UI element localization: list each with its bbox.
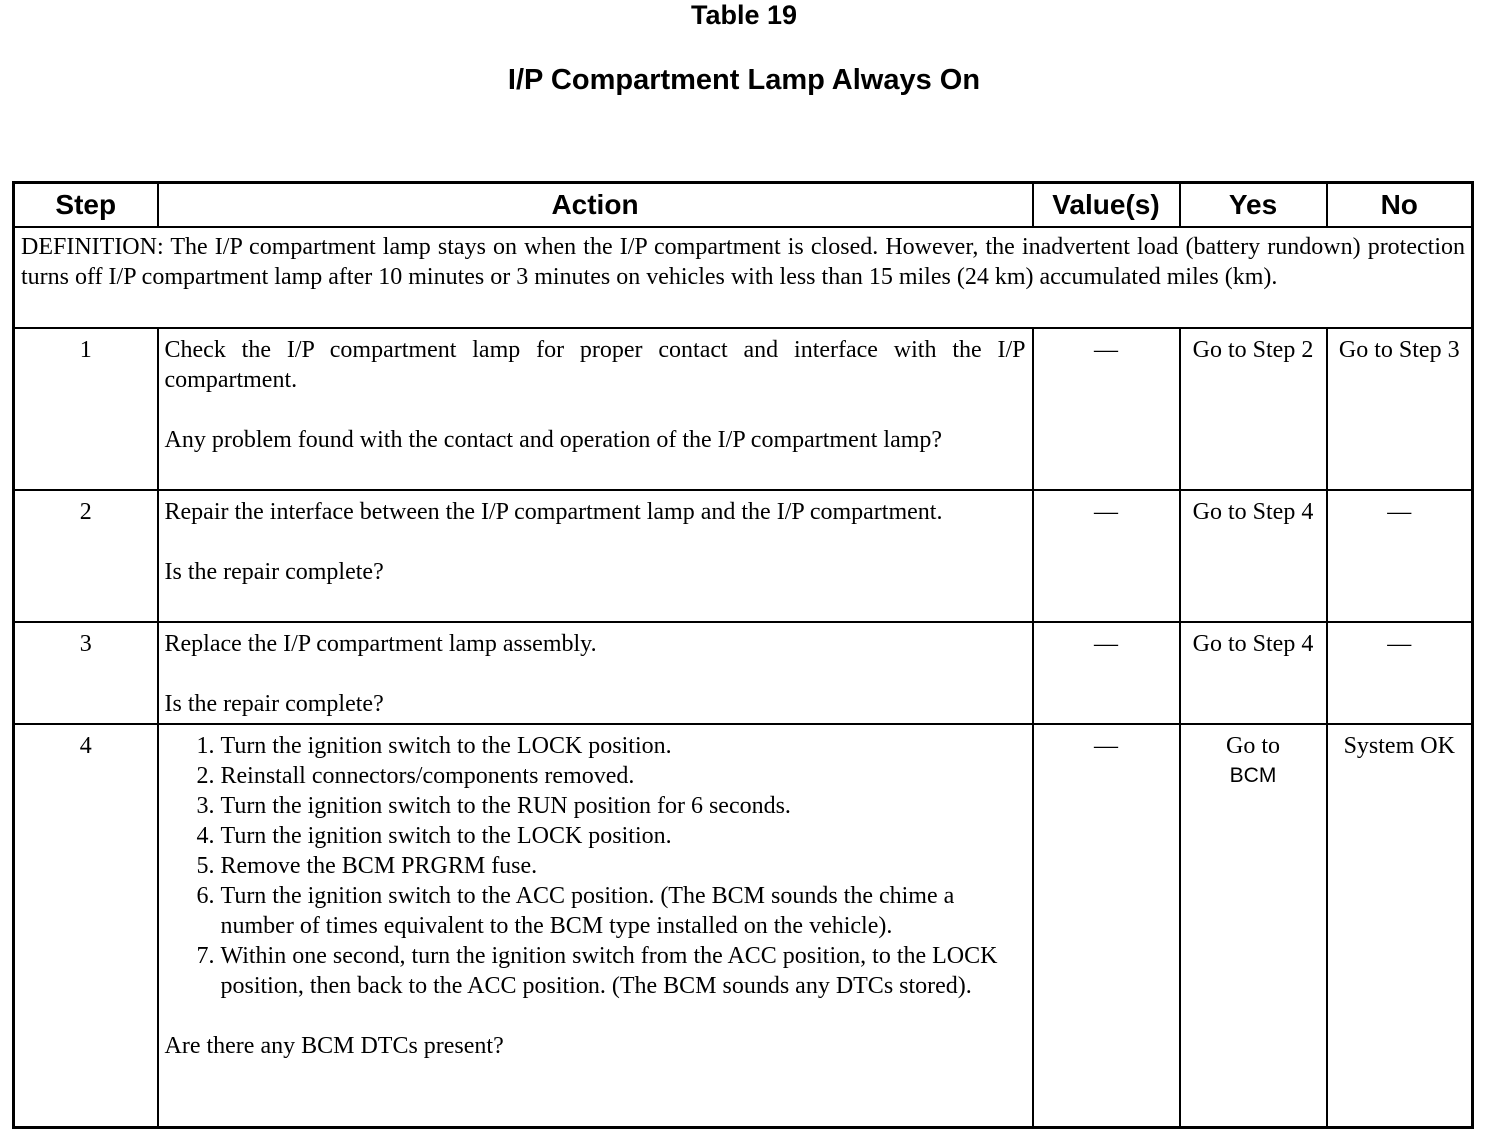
action-cell bbox=[158, 328, 1033, 490]
table-title: I/P Compartment Lamp Always On bbox=[507, 64, 981, 96]
table-label: Table 19 bbox=[690, 0, 798, 30]
step-number: 1 bbox=[14, 328, 158, 490]
question-text: Is the repair complete? bbox=[164, 558, 384, 585]
no-cell: — bbox=[1327, 622, 1473, 724]
value-cell: — bbox=[1033, 724, 1180, 1128]
yes-cell: Go to Step 4 bbox=[1180, 622, 1327, 724]
procedure-item: 2. Reinstall connectors/components removed. bbox=[221, 761, 1026, 791]
column-header-values: Value(s) bbox=[1033, 183, 1180, 227]
definition-text: DEFINITION: The I/P compartment lamp stays on when the I/P compartment is closed. However, the inadvertent load (battery rundown) protection turns off I/P compartment lamp after 10 minutes or 3 minutes on vehicles with less than 15 miles (24 km) accumulated miles (km). bbox=[14, 227, 1473, 328]
procedure-item: 5. Remove the BCM PRGRM fuse. bbox=[221, 851, 1026, 881]
diagnostic-table bbox=[12, 181, 1474, 1129]
table-row bbox=[14, 490, 1473, 622]
action-cell bbox=[158, 490, 1033, 622]
column-header-step: Step bbox=[14, 183, 158, 227]
step-number: 2 bbox=[14, 490, 158, 622]
question-text: Are there any BCM DTCs present? bbox=[164, 1032, 504, 1059]
procedure-list bbox=[165, 731, 1026, 1001]
table-row bbox=[14, 724, 1473, 1128]
question-text: Is the repair complete? bbox=[164, 690, 384, 717]
step-number: 3 bbox=[14, 622, 158, 724]
procedure-item: 1. Turn the ignition switch to the LOCK position. bbox=[221, 731, 1026, 761]
action-text: Repair the interface between the I/P compartment lamp and the I/P compartment. bbox=[164, 498, 943, 525]
action-cell bbox=[158, 622, 1033, 724]
column-header-no: No bbox=[1327, 183, 1473, 227]
yes-cell bbox=[1180, 724, 1327, 1128]
procedure-item: 4. Turn the ignition switch to the LOCK position. bbox=[221, 821, 1026, 851]
table-row bbox=[14, 622, 1473, 724]
yes-cell: Go to Step 2 bbox=[1180, 328, 1327, 490]
yes-line: BCM bbox=[1229, 763, 1277, 787]
question-text: Any problem found with the contact and operation of the I/P compartment lamp? bbox=[164, 426, 943, 453]
procedure-item: 3. Turn the ignition switch to the RUN position for 6 seconds. bbox=[221, 791, 1026, 821]
action-text: Replace the I/P compartment lamp assembly. bbox=[164, 630, 597, 657]
column-header-action: Action bbox=[158, 183, 1033, 227]
action-cell bbox=[158, 724, 1033, 1128]
no-cell: System OK bbox=[1327, 724, 1473, 1128]
procedure-item: 6. Turn the ignition switch to the ACC position. (The BCM sounds the chime a number of times equivalent to the BCM type installed on the vehicle). bbox=[221, 881, 1026, 941]
no-cell: Go to Step 3 bbox=[1327, 328, 1473, 490]
step-number: 4 bbox=[14, 724, 158, 1128]
header-row bbox=[14, 183, 1473, 227]
yes-cell: Go to Step 4 bbox=[1180, 490, 1327, 622]
value-cell: — bbox=[1033, 328, 1180, 490]
value-cell: — bbox=[1033, 622, 1180, 724]
no-cell: — bbox=[1327, 490, 1473, 622]
action-text: Check the I/P compartment lamp for proper contact and interface with the I/P compartment. bbox=[164, 336, 1026, 393]
table-row bbox=[14, 328, 1473, 490]
yes-line: Go to bbox=[1226, 732, 1280, 759]
value-cell: — bbox=[1033, 490, 1180, 622]
definition-row bbox=[14, 227, 1473, 328]
procedure-item: 7. Within one second, turn the ignition switch from the ACC position, to the LOCK position, then back to the ACC position. (The BCM sounds any DTCs stored). bbox=[221, 941, 1026, 1001]
column-header-yes: Yes bbox=[1180, 183, 1327, 227]
